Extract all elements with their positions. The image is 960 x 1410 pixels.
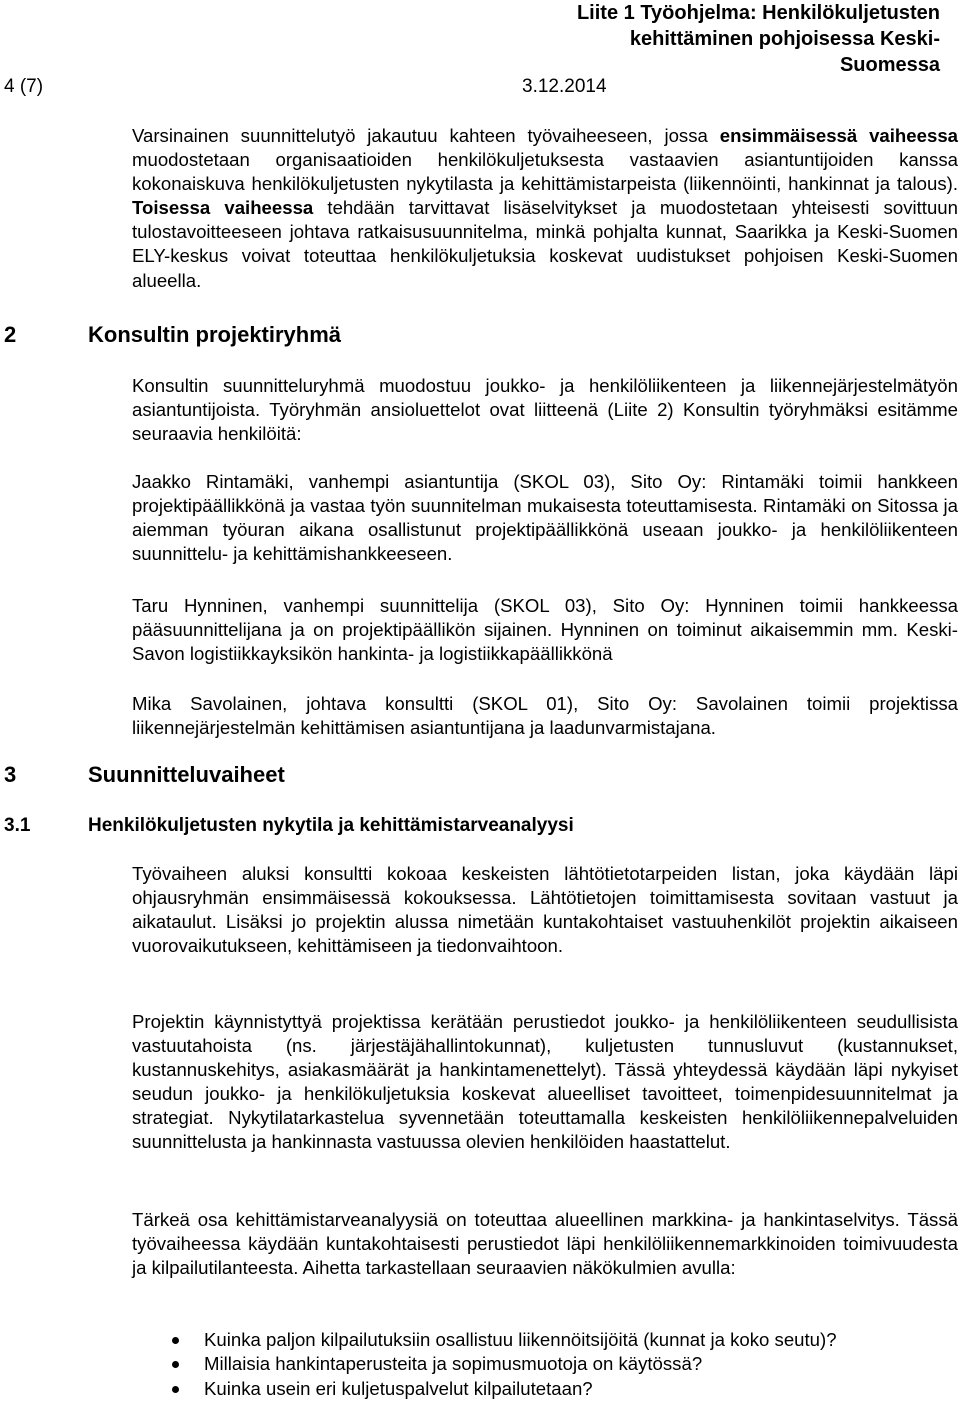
list-item-text: Kuinka paljon kilpailutuksiin osallistuu liikennöitsijöitä (kunnat ja koko seutu)? (204, 1329, 837, 1350)
paragraph: Jaakko Rintamäki, vanhempi asiantuntija (SKOL 03), Sito Oy: Rintamäki toimii hankkeen projektipäällikkönä ja vastaa työn suunnitelman mukaisesta toteuttamisesta. Rintamäki on Sitossa ja aiemman työuran aikana osallistunut projektipäällikkönä useaan joukko- ja henkilöliikenteen suunnittelu- ja kehittämishankkeeseen. (132, 471, 958, 565)
bullet-list (132, 1328, 958, 1401)
page-number: 4 (7) (4, 76, 44, 97)
list-item (132, 1352, 958, 1376)
list-item-text: Millaisia hankintaperusteita ja sopimusmuotoja on käytössä? (204, 1353, 703, 1375)
header-title-line: Liite 1 Työohjelma: Henkilökuljetusten (576, 2, 940, 24)
list-item (132, 1328, 958, 1352)
paragraph: Taru Hynninen, vanhempi suunnittelija (SKOL 03), Sito Oy: Hynninen toimii hankkeessa pääsuunnittelijana ja on projektipäällikön sijainen. Hynninen on toiminut aikaisemmin mm. Keski-Savon logistiikkayksikön hankinta- ja logistiikkapäällikkönä (132, 595, 958, 665)
section-heading (4, 762, 285, 788)
paragraph: Työvaiheen aluksi konsultti kokoaa keskeisten lähtötietotarpeiden listan, joka käydään läpi ohjausryhmän ensimmäisessä kokouksessa. Lähtötietojen toimittamisesta sovitaan vastuut ja aikataulut. Lisäksi jo projektin alussa nimetään kuntakohtaiset vastuuhenkilöt projektin aikaiseen vuorovaikutukseen, kehittämiseen ja tiedonvaihtoon. (132, 863, 958, 957)
document-header-title (520, 0, 940, 78)
bullet-icon (172, 1337, 179, 1344)
subsection-title: Henkilökuljetusten nykytila ja kehittämistarveanalyysi (88, 815, 574, 836)
intro-text: Varsinainen suunnittelutyö jakautuu kahteen työvaiheeseen, jossa (132, 125, 720, 146)
intro-bold-phase-one: ensimmäisessä vaiheessa (719, 125, 958, 146)
section-number: 3 (4, 762, 17, 787)
document-date: 3.12.2014 (522, 76, 607, 97)
section-title: Suunnitteluvaiheet (88, 762, 285, 787)
paragraph: Konsultin suunnitteluryhmä muodostuu joukko- ja henkilöliikenteen ja liikennejärjestelmätyön asiantuntijoista. Työryhmän ansioluettelot ovat liitteenä (Liite 2) Konsultin työryhmäksi esitämme seuraavia henkilöitä: (132, 375, 958, 445)
bullet-icon (172, 1386, 179, 1393)
bullet-icon (172, 1361, 179, 1368)
section-number: 2 (4, 322, 17, 347)
intro-text: tehdään tarvittavat lisäselvitykset ja muodostetaan yhteisesti sovittuun tulostavoitteeseen johtava ratkaisusuunnitelma, minkä pohjalta kunnat, Saarikka ja Keski-Suomen ELY-keskus voivat toteuttaa henkilökuljetuksia koskevat uudistukset pohjoisen Keski-Suomen alueella. (132, 197, 958, 291)
intro-text: muodostetaan organisaatioiden henkilökuljetuksesta vastaavien asiantuntijoiden kanssa kokonaiskuva henkilökuljetusten nykytilasta ja kehittämistarpeista (liikennöinti, hankinnat ja talous). (132, 149, 958, 195)
intro-bold-phase-two: Toisessa vaiheessa (132, 197, 314, 219)
section-title: Konsultin projektiryhmä (88, 322, 342, 347)
list-item (132, 1377, 958, 1401)
subsection-number: 3.1 (4, 815, 31, 836)
intro-paragraph (132, 124, 958, 293)
header-title-line: kehittäminen pohjoisessa Keski- (629, 28, 940, 50)
header-title-line: Suomessa (839, 54, 940, 76)
subsection-heading (4, 815, 574, 837)
paragraph: Mika Savolainen, johtava konsultti (SKOL 01), Sito Oy: Savolainen toimii projektissa liikennejärjestelmän kehittämisen asiantuntijana ja laadunvarmistajana. (132, 693, 958, 739)
section-heading (4, 322, 341, 348)
list-item-text: Kuinka usein eri kuljetuspalvelut kilpailutetaan? (204, 1377, 593, 1399)
paragraph: Tärkeä osa kehittämistarveanalyysiä on toteuttaa alueellinen markkina- ja hankintaselvitys. Tässä työvaiheessa käydään kuntakohtaisesti perustiedot läpi henkilöliikennemarkkinoiden toimivuudesta ja kilpailutilanteesta. Aihetta tarkastellaan seuraavien näkökulmien avulla: (132, 1209, 958, 1279)
paragraph: Projektin käynnistyttyä projektissa kerätään perustiedot joukko- ja henkilöliikenteen seudullisista vastuutahoista (ns. järjestäjähallintokunnat), kuljetusten tunnusluvut (kustannukset, kustannuskehitys, asiakasmäärät ja hankintamenettelyt). Tässä yhteydessä käydään läpi nykyiset seudun joukko- ja henkilökuljetuksia koskevat alueelliset tavoitteet, toimenpidesuunnitelmat ja strategiat. Nykytilatarkastelua syvennetään toteuttamalla keskeisten henkilöliikennepalveluiden suunnittelusta ja hankinnasta vastuussa olevien henkilöiden haastattelut. (132, 1011, 958, 1153)
